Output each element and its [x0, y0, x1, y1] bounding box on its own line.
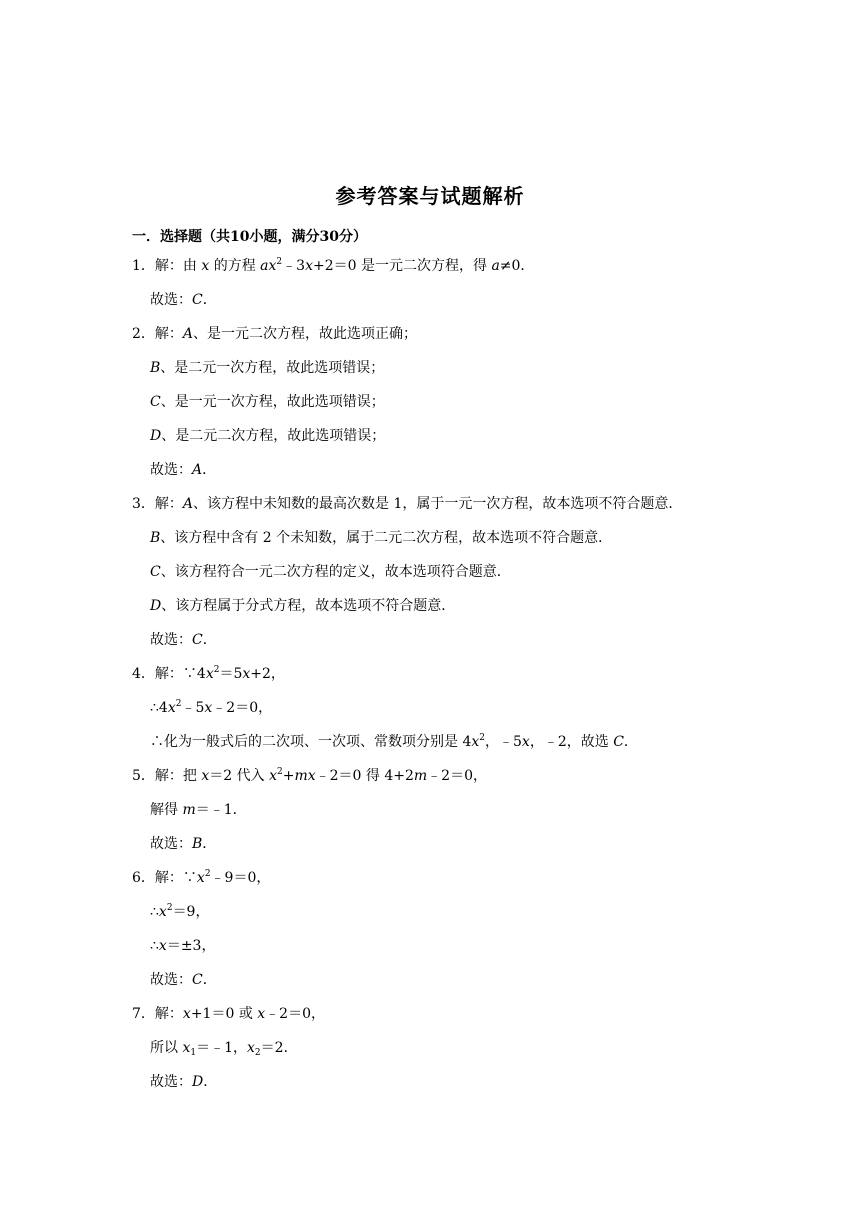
answer-line: 故选：C．: [150, 972, 217, 988]
answer-line: $\therefore 4x^2﹣5x﹣2=0$，: [150, 699, 273, 716]
answer-line: 2．解：A、是一元二次方程，故此选项正确；: [132, 326, 418, 342]
answer-line: C、该方程符合一元二次方程的定义，故本选项符合题意．: [150, 564, 511, 580]
answer-line: 解得 m＝﹣1．: [150, 802, 247, 818]
answer-line: 1．解：由 x 的方程 $ax^2﹣3x+2=0$ 是一元二次方程，得 a≠0．: [132, 257, 535, 274]
answer-line: 故选：C．: [150, 632, 217, 648]
answer-line: 6．解：$\because x^2﹣9=0$，: [132, 869, 271, 886]
answer-line: 故选：A．: [150, 462, 217, 478]
answer-line: D、该方程属于分式方程，故本选项不符合题意．: [150, 598, 456, 614]
answer-line: 故选：B．: [150, 836, 217, 852]
page-title: 参考答案与试题解析: [335, 184, 525, 208]
answer-line: 5．解：把 x＝2 代入 $x^2+mx﹣2=0$ 得 4+2m﹣2＝0，: [132, 767, 487, 784]
answer-line: 4．解：$\because 4x^2=5x+2$，: [132, 665, 285, 682]
answer-line: $\therefore x^2=9$，: [150, 903, 210, 920]
answer-line: B、该方程中含有 2 个未知数，属于二元二次方程，故本选项不符合题意．: [150, 530, 613, 546]
answer-line: 所以 $x_1=﹣1$，$x_2=2$．: [150, 1040, 298, 1058]
section-heading: 一．选择题（共10小题，满分30分）: [132, 229, 367, 245]
answer-line: 7．解：x+1＝0 或 x﹣2＝0，: [132, 1006, 326, 1022]
answer-line: B、是二元一次方程，故此选项错误；: [150, 360, 385, 376]
answer-line: 故选：D．: [150, 1074, 218, 1090]
answer-line: C、是一元一次方程，故此选项错误；: [150, 394, 385, 410]
answer-line: ∴x＝±3，: [150, 938, 216, 954]
answer-line: D、是二元二次方程，故此选项错误；: [150, 428, 386, 444]
answer-line: 3．解：A、该方程中未知数的最高次数是 1，属于一元一次方程，故本选项不符合题意．: [132, 496, 683, 512]
answer-line: 故选：C．: [150, 292, 217, 308]
answer-line: ∴化为一般式后的二次项、一次项、常数项分别是 $4x^2$，﹣5x，﹣2，故选 C．: [150, 733, 638, 750]
